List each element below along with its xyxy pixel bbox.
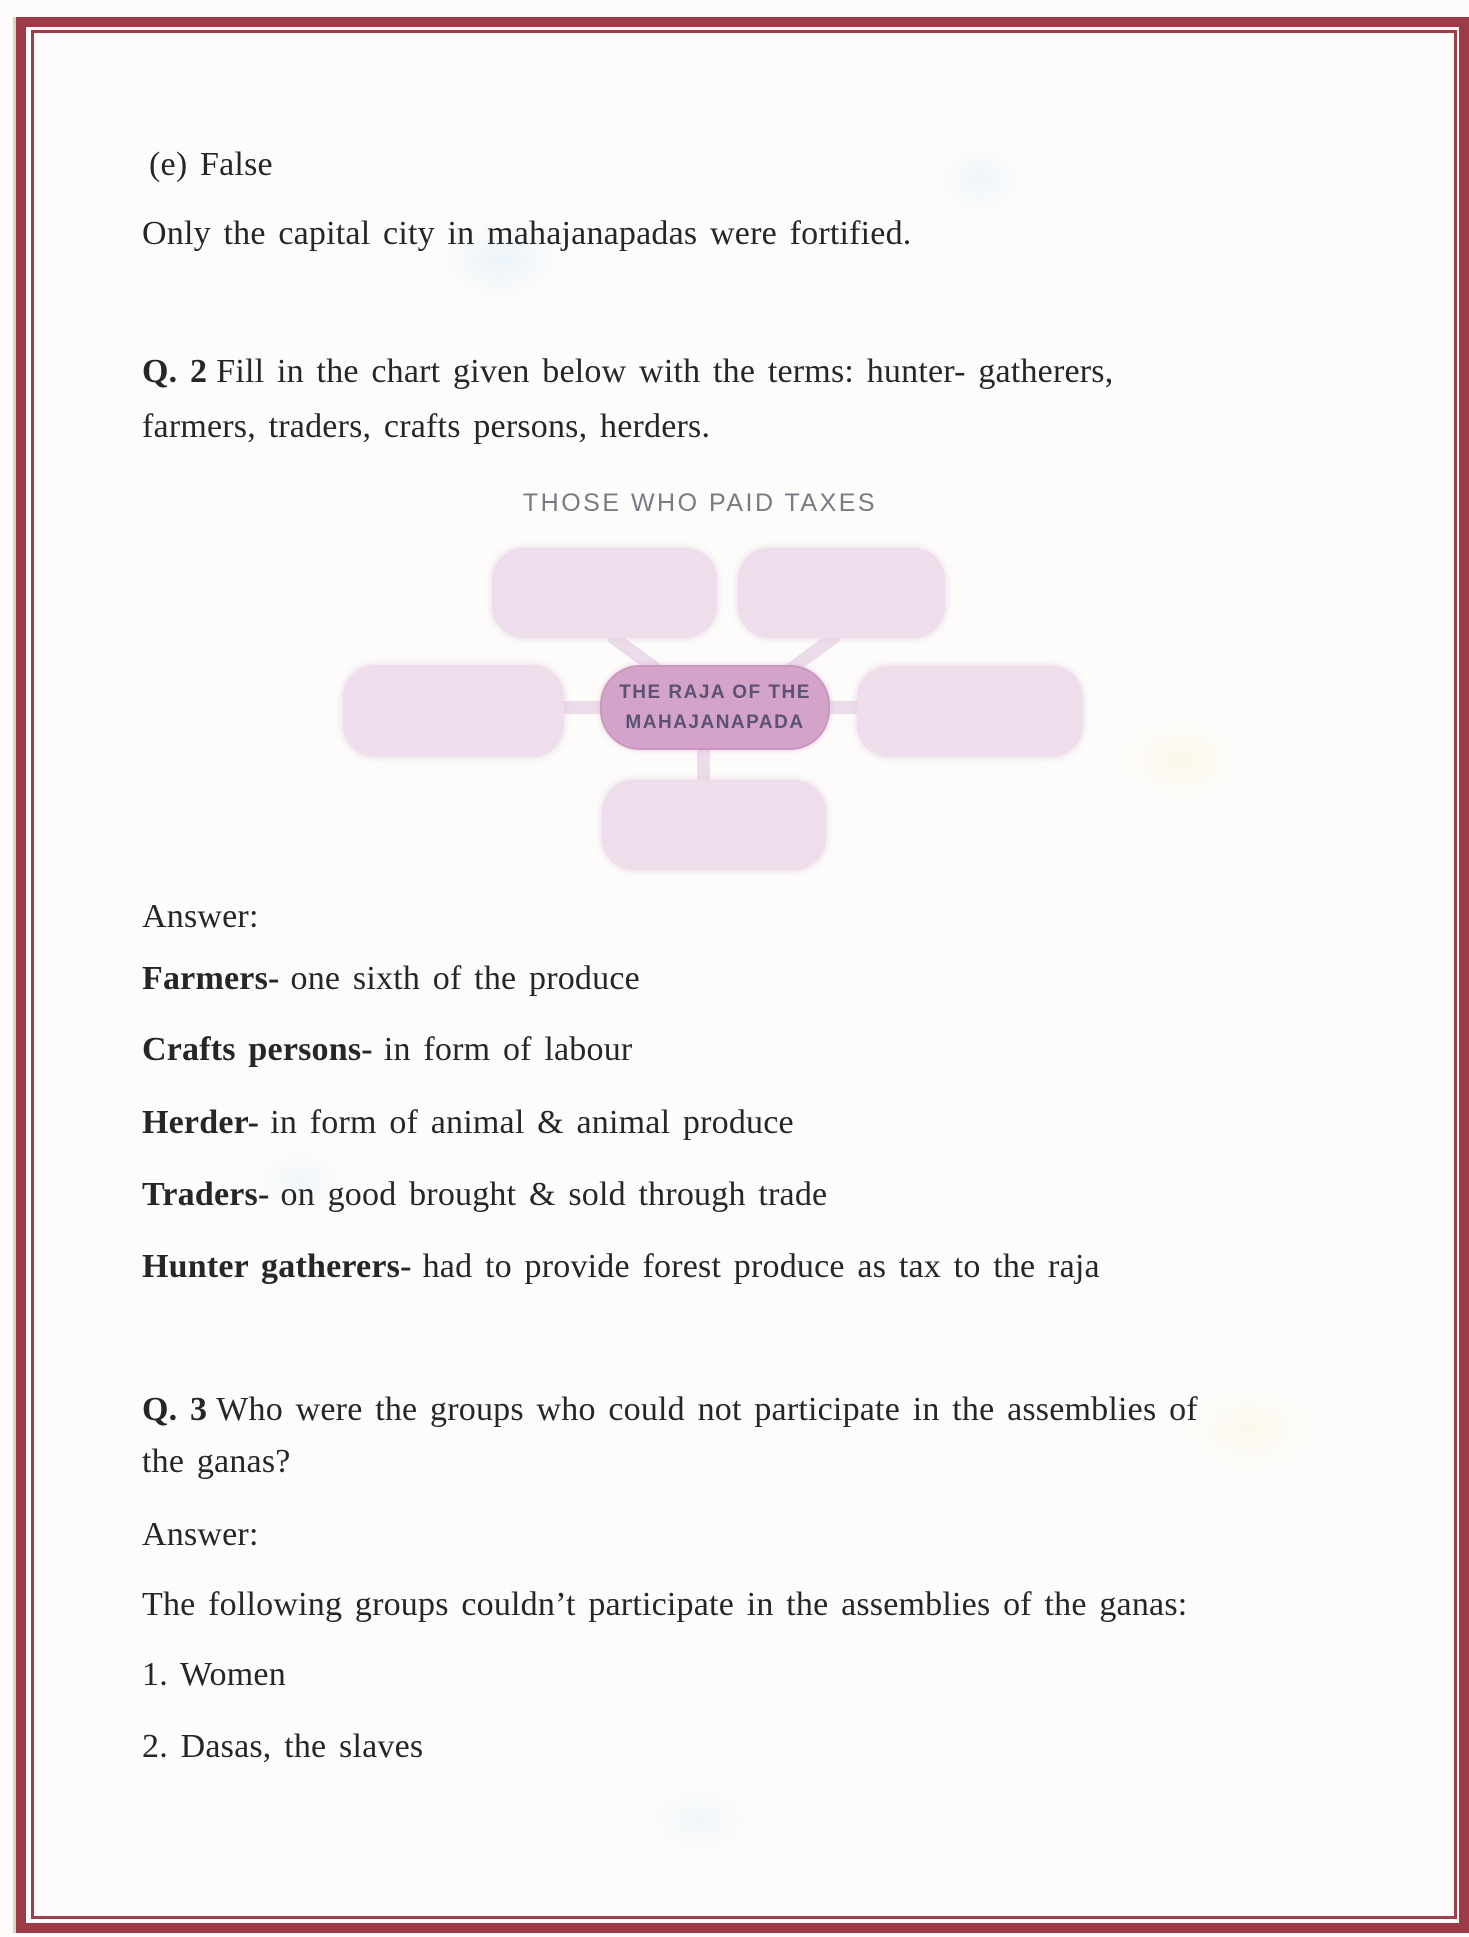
diagram-center-line-2: MAHAJANAPADA (625, 711, 805, 733)
answer-3-list-item-women: 1. Women (142, 1656, 286, 1693)
tax-item-hunter-gatherers (142, 1247, 1100, 1287)
question-2-text: Fill in the chart given below with the terms: hunter- gatherers, (216, 353, 1114, 390)
diagram-empty-box-left (343, 665, 564, 757)
diagram-empty-box-bottom (602, 780, 826, 870)
diagram-empty-box-top-left (492, 548, 717, 638)
diagram-title: THOSE WHO PAID TAXES (522, 489, 878, 517)
answer-2-label: Answer: (142, 898, 259, 935)
tax-item-desc: on good brought & sold through trade (280, 1176, 828, 1213)
tax-item-desc: had to provide forest produce as tax to the raja (422, 1248, 1100, 1285)
diagram-center-node (600, 665, 830, 750)
question-3-line-2: the ganas? (142, 1443, 291, 1480)
answer-3-list-item-dasas: 2. Dasas, the slaves (142, 1728, 424, 1765)
tax-item-term: Hunter gatherers- (142, 1248, 412, 1285)
tax-item-desc: one sixth of the produce (290, 960, 640, 997)
answer-e-explanation: Only the capital city in mahajanapadas were fortified. (142, 215, 912, 252)
tax-item-crafts-persons (142, 1030, 632, 1070)
answer-3-intro: The following groups couldn’t participate in the assemblies of the ganas: (142, 1586, 1188, 1623)
question-2-number: Q. 2 (142, 353, 208, 390)
tax-item-term: Traders- (142, 1176, 270, 1213)
question-3-text: Who were the groups who could not participate in the assemblies of (216, 1391, 1198, 1428)
answer-3-label: Answer: (142, 1516, 259, 1553)
tax-item-herder (142, 1103, 794, 1143)
question-2-line-2: farmers, traders, crafts persons, herders. (142, 408, 711, 445)
tax-item-desc: in form of labour (383, 1031, 633, 1068)
tax-item-term: Crafts persons- (142, 1031, 373, 1068)
tax-item-term: Herder- (142, 1104, 260, 1141)
question-3-line-1 (142, 1390, 1198, 1430)
diagram-empty-box-right (857, 666, 1083, 757)
diagram-center-line-1: THE RAJA OF THE (619, 681, 811, 703)
answer-e-label: (e) False (149, 146, 273, 183)
tax-item-term: Farmers- (142, 960, 280, 997)
tax-item-desc: in form of animal & animal produce (270, 1104, 794, 1141)
tax-item-traders (142, 1175, 827, 1215)
question-2-line-1 (142, 352, 1113, 392)
question-3-number: Q. 3 (142, 1391, 208, 1428)
diagram-empty-box-top-right (738, 548, 945, 638)
tax-item-farmers (142, 959, 640, 999)
